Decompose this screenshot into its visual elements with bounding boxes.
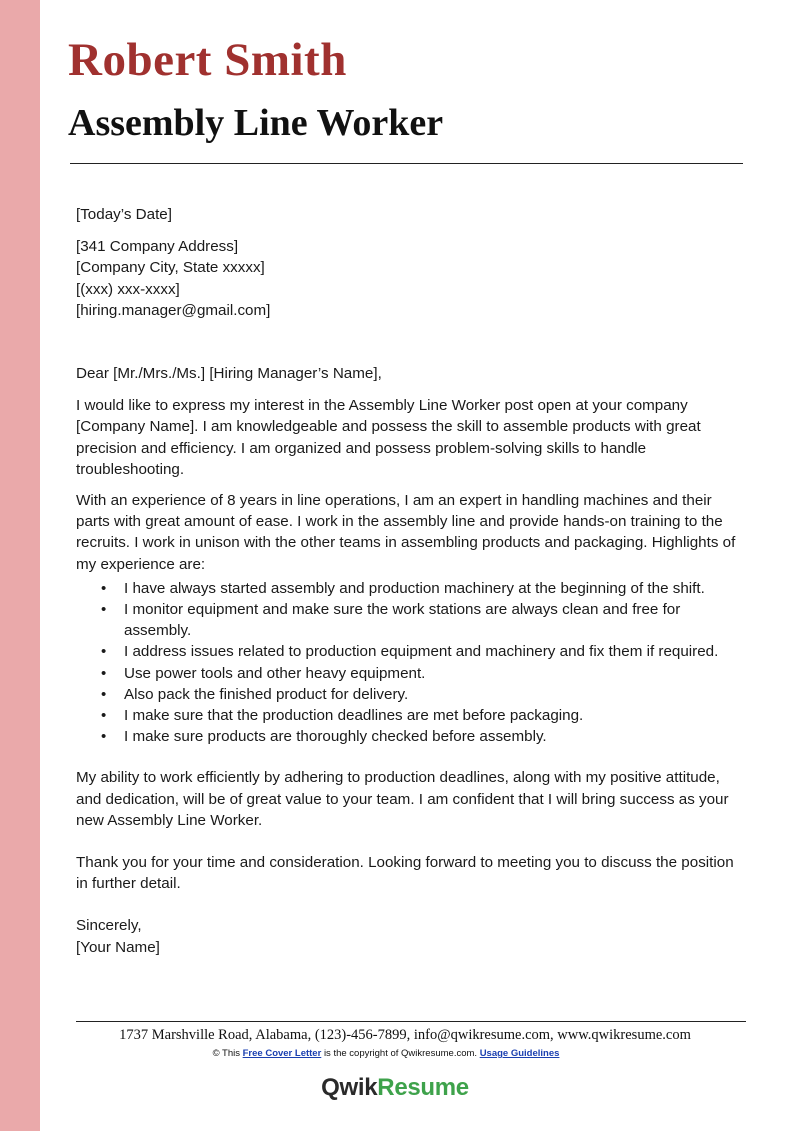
copyright-notice — [0, 1048, 772, 1059]
highlight-text: Use power tools and other heavy equipment. — [124, 664, 426, 682]
list-item — [76, 726, 746, 747]
salutation: Dear [Mr./Mrs./Ms.] [Hiring Manager’s Name], — [76, 365, 382, 383]
bullet-icon: • — [101, 601, 107, 619]
bullet-icon: • — [101, 664, 107, 682]
letter-body — [76, 204, 746, 958]
address-line: [Company City, State xxxxx] — [76, 259, 265, 277]
list-item — [76, 705, 746, 726]
signature: [Your Name] — [76, 938, 160, 956]
logo-part-qwik: Qwik — [321, 1074, 378, 1101]
highlight-text: I address issues related to production equipment and machinery and fix them if required. — [124, 643, 719, 661]
highlight-text: I have always started assembly and production machinery at the beginning of the shift. — [124, 579, 705, 597]
paragraph-experience: With an experience of 8 years in line operations, I am an expert in handling machines and their parts with great amount of ease. I work in the assembly line and provide hands-on training to the recruits. I work in unison with the other teams in assembling products and packaging. Highlights of my experience are: — [76, 492, 736, 573]
address-line: [(xxx) xxx-xxxx] — [76, 280, 180, 298]
highlight-text: I monitor equipment and make sure the work stations are always clean and free for assembly. — [124, 601, 681, 640]
highlight-text: Also pack the finished product for delivery. — [124, 685, 409, 703]
bullet-icon: • — [101, 643, 107, 661]
list-item — [76, 599, 746, 641]
copyright-icon: © — [212, 1048, 220, 1059]
footer-divider — [76, 1021, 746, 1022]
footer-contact: 1737 Marshville Road, Alabama, (123)-456-7899, info@qwikresume.com, www.qwikresume.com — [119, 1027, 691, 1043]
paragraph-intro: I would like to express my interest in the Assembly Line Worker post open at your company [Company Name]. I am knowledgeable and possess the skill to assemble products with great precision and efficiency. I am organized and possess problem-solving skills to handle troubleshooting. — [76, 397, 701, 478]
recipient-address — [76, 236, 746, 321]
list-item — [76, 641, 746, 662]
address-line: [hiring.manager@gmail.com] — [76, 301, 271, 319]
logo-part-resume: Resume — [377, 1074, 469, 1101]
paragraph-thanks: Thank you for your time and consideration. Looking forward to meeting you to discuss the position in further detail. — [76, 854, 734, 893]
qwikresume-logo — [0, 1074, 790, 1102]
header-divider — [70, 163, 743, 164]
address-line: [341 Company Address] — [76, 238, 239, 256]
copyright-text: is the copyright of Qwikresume.com. — [323, 1048, 478, 1059]
list-item — [76, 663, 746, 684]
usage-guidelines-link[interactable]: Usage Guidelines — [479, 1048, 560, 1059]
list-item — [76, 578, 746, 599]
paragraph-value: My ability to work efficiently by adhering to production deadlines, along with my positive attitude, and dedication, will be of great value to your team. I am confident that I will bring success as your new Assembly Line Worker. — [76, 769, 729, 829]
bullet-icon: • — [101, 728, 107, 746]
job-title: Assembly Line Worker — [68, 102, 444, 144]
closing: Sincerely, — [76, 917, 142, 935]
list-item — [76, 684, 746, 705]
decorative-side-bar — [0, 0, 40, 1131]
highlight-text: I make sure products are thoroughly checked before assembly. — [124, 728, 547, 746]
copyright-text: This — [222, 1048, 240, 1059]
candidate-name: Robert Smith — [68, 34, 347, 86]
bullet-icon: • — [101, 685, 107, 703]
highlights-list — [76, 578, 746, 748]
free-cover-letter-link[interactable]: Free Cover Letter — [242, 1048, 322, 1059]
bullet-icon: • — [101, 707, 107, 725]
bullet-icon: • — [101, 579, 107, 597]
letter-date: [Today’s Date] — [76, 206, 172, 223]
highlight-text: I make sure that the production deadlines are met before packaging. — [124, 707, 584, 725]
